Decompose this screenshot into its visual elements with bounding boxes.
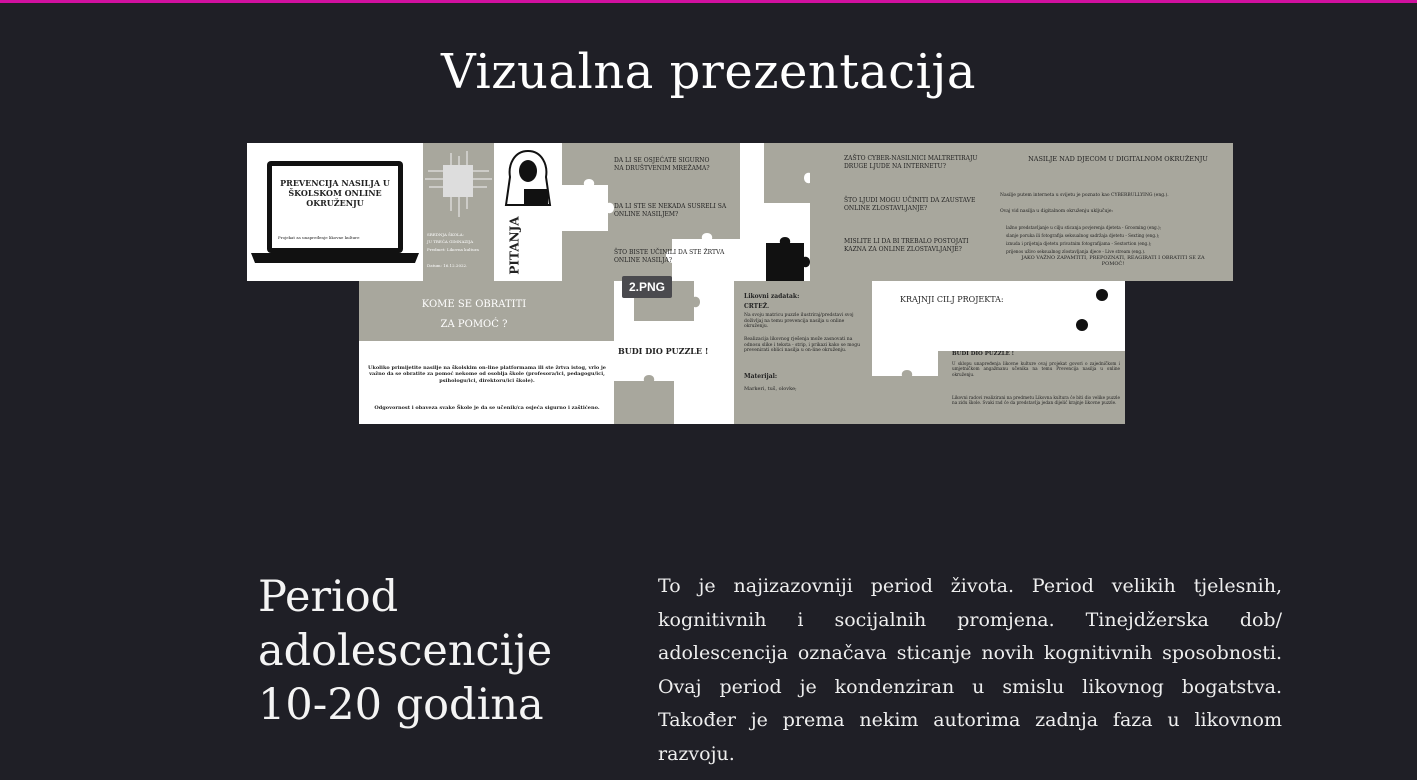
slide7-paragraph-1: U sklopu unapređenja likovne kulture ovaj projekat govori o zajedničkom i umjetničkom angažmanu učenika na temu Prevencija nasilja u online okruženju.	[952, 361, 1120, 377]
date: Datum: 16.12.2022.	[427, 263, 468, 268]
school-label: SREDNJA ŠKOLA:	[427, 232, 464, 237]
section-paragraph: To je najizazovniji period života. Period velikih tjelesnih, kognitivnih i socijalnih promjena. Tinejdžerska dob/ adolescencija označava sticanje novih kognitivnih sposobnosti. Ovaj period je kondenziran u smislu likovnog bogatstva. Također je prema nekim autorima zadnja faza u likovnom razvoju.	[658, 575, 1282, 765]
task-text-2: Realizacija likovnog rješenja može zasnovati na odnosu slike i teksta - strip, i prikazi kako se mogu prevenirati oblici nasilja u on-line okruženju.	[744, 337, 860, 354]
black-puzzle-icon	[740, 143, 810, 281]
laptop-icon	[247, 143, 423, 281]
hacker-icon	[494, 147, 562, 217]
slide1-subtitle: Projekat za unapređenje likovne kulture	[278, 235, 360, 240]
school-name: JU TREĆA GIMNAZIJA	[427, 239, 474, 244]
slide-laptop	[247, 143, 423, 281]
question-3: ŠTO BISTE UČINILI DA STE ŽRTVA ONLINE NASILJA?	[614, 249, 725, 264]
slide-pitanja	[494, 143, 562, 281]
slide4-intro: Nasilje putem interneta u svijetu je poznato kao CYBERBULLYING (eng.).	[1000, 193, 1169, 198]
slide-kome-text	[359, 341, 614, 424]
section-heading	[258, 570, 552, 732]
slide4-types: Ovaj vid nasilja u digitalnom okruženju uključuje:	[1000, 209, 1114, 214]
page-title: Vizualna prezentacija	[441, 44, 976, 100]
heading-line-3: 10-20 godina	[258, 680, 544, 730]
task-name: CRTEŽ.	[744, 303, 770, 310]
task-label: Likovni zadatak:	[744, 293, 800, 300]
slide6-title: BUDI DIO PUZZLE !	[618, 346, 709, 356]
question-6: MISLITE LI DA BI TREBALO POSTOJATI KAZNA ZA ONLINE ZLOSTAVLJANJE?	[844, 238, 969, 253]
slide5-title: KOME SE OBRATITI ZA POMOĆ ?	[421, 299, 527, 330]
slide4-bullet-2: slanje poruka ili fotografija seksualnog sadržaja djetetu - Sexting (eng.);	[1006, 233, 1160, 238]
slide-krajnji-cilj	[872, 281, 1125, 424]
presentation-image[interactable]	[247, 143, 1233, 424]
question-4: ZAŠTO CYBER-NASILNICI MALTRETIRAJU DRUGE LJUDE NA INTERNETU?	[844, 155, 978, 170]
slide-budi-dio	[614, 281, 734, 424]
slide7-title: KRAJNJI CILJ PROJEKTA:	[900, 295, 1004, 304]
question-1: DA LI SE OSJEĆATE SIGURNO NA DRUŠTVENIM MREŽAMA?	[614, 157, 710, 172]
slide-school-info	[423, 143, 494, 281]
slide-questions-1	[562, 143, 740, 281]
question-5: ŠTO LJUDI MOGU UČINITI DA ZAUSTAVE ONLINE ZLOSTAVLJANJE?	[844, 197, 976, 212]
slide7-subtitle: BUDI DIO PUZZLE !	[952, 351, 1015, 357]
circuit-icon	[423, 151, 494, 231]
slide1-title: PREVENCIJA NASILJA U ŠKOLSKOM ONLINE OKRUŽENJU	[280, 178, 390, 208]
image-filename-badge: 2.PNG	[622, 276, 672, 298]
pitanja-label: PITANJA	[507, 216, 522, 275]
slide4-bullet-3: iznuda i prijetnja djetetu privatnim fotografijama - Sextortion (eng.);	[1006, 241, 1152, 246]
task-text: Na svoju matricu puzzle ilustriraj/predstavi svoj doživljaj na temu prevencija nasilja u online okruženju.	[744, 313, 854, 330]
slide-questions-3	[810, 143, 1000, 281]
slide-likovni-zadatak	[734, 281, 872, 424]
slide5-responsibility: Odgovornost i obaveza svake Škole je da se učenik/ca osjeća sigurno i zaštićeno.	[374, 405, 600, 411]
material-text: Markeri, tuš, olovke;	[744, 386, 797, 392]
slide-nasilje	[1000, 143, 1233, 281]
heading-line-2: adolescencije	[258, 626, 553, 676]
slide4-title: NASILJE NAD DJECOM U DIGITALNOM OKRUŽENJU	[1028, 155, 1208, 163]
material-label: Materijal:	[744, 373, 778, 380]
slide7-paragraph-2: Likovni radovi realizirani na predmetu Likovna kultura će biti dio velike puzzle na zidu škole. Svaki rad će da predstavlja jedan dijelić krajnje likovne puzzle.	[952, 395, 1120, 406]
top-accent-bar	[0, 0, 1417, 3]
slide5-paragraph: Ukoliko primijetite nasilje na školskim on-line platformama ili ste žrtva istog, vrlo je važno da se obratite za pomoć nekome od osoblja škole (profesora/ici, pedagogu/ici, psihologu/ici, direktoru/ici škole).	[368, 365, 606, 384]
slide4-bullet-1: lažno predstavljanje u cilju sticanja povjerenja djeteta - Grooming (eng.);	[1006, 225, 1162, 230]
question-2: DA LI STE SE NEKADA SUSRELI SA ONLINE NASILJEM?	[614, 203, 727, 218]
subject: Predmet: Likovna kultura	[427, 247, 479, 252]
slide-kome-obratiti	[359, 281, 614, 341]
heading-line-1: Period	[258, 572, 399, 622]
slide4-bullet-4: prijenos uživo seksualnog zlostavljanja djece - Live stream (eng.).	[1006, 249, 1146, 254]
slide4-closing: JAKO VAŽNO ZAPAMTITI, PREPOZNATI, REAGIRATI I OBRATITI SE ZA POMOĆ!	[1021, 255, 1205, 268]
slide-questions-2	[740, 143, 810, 281]
